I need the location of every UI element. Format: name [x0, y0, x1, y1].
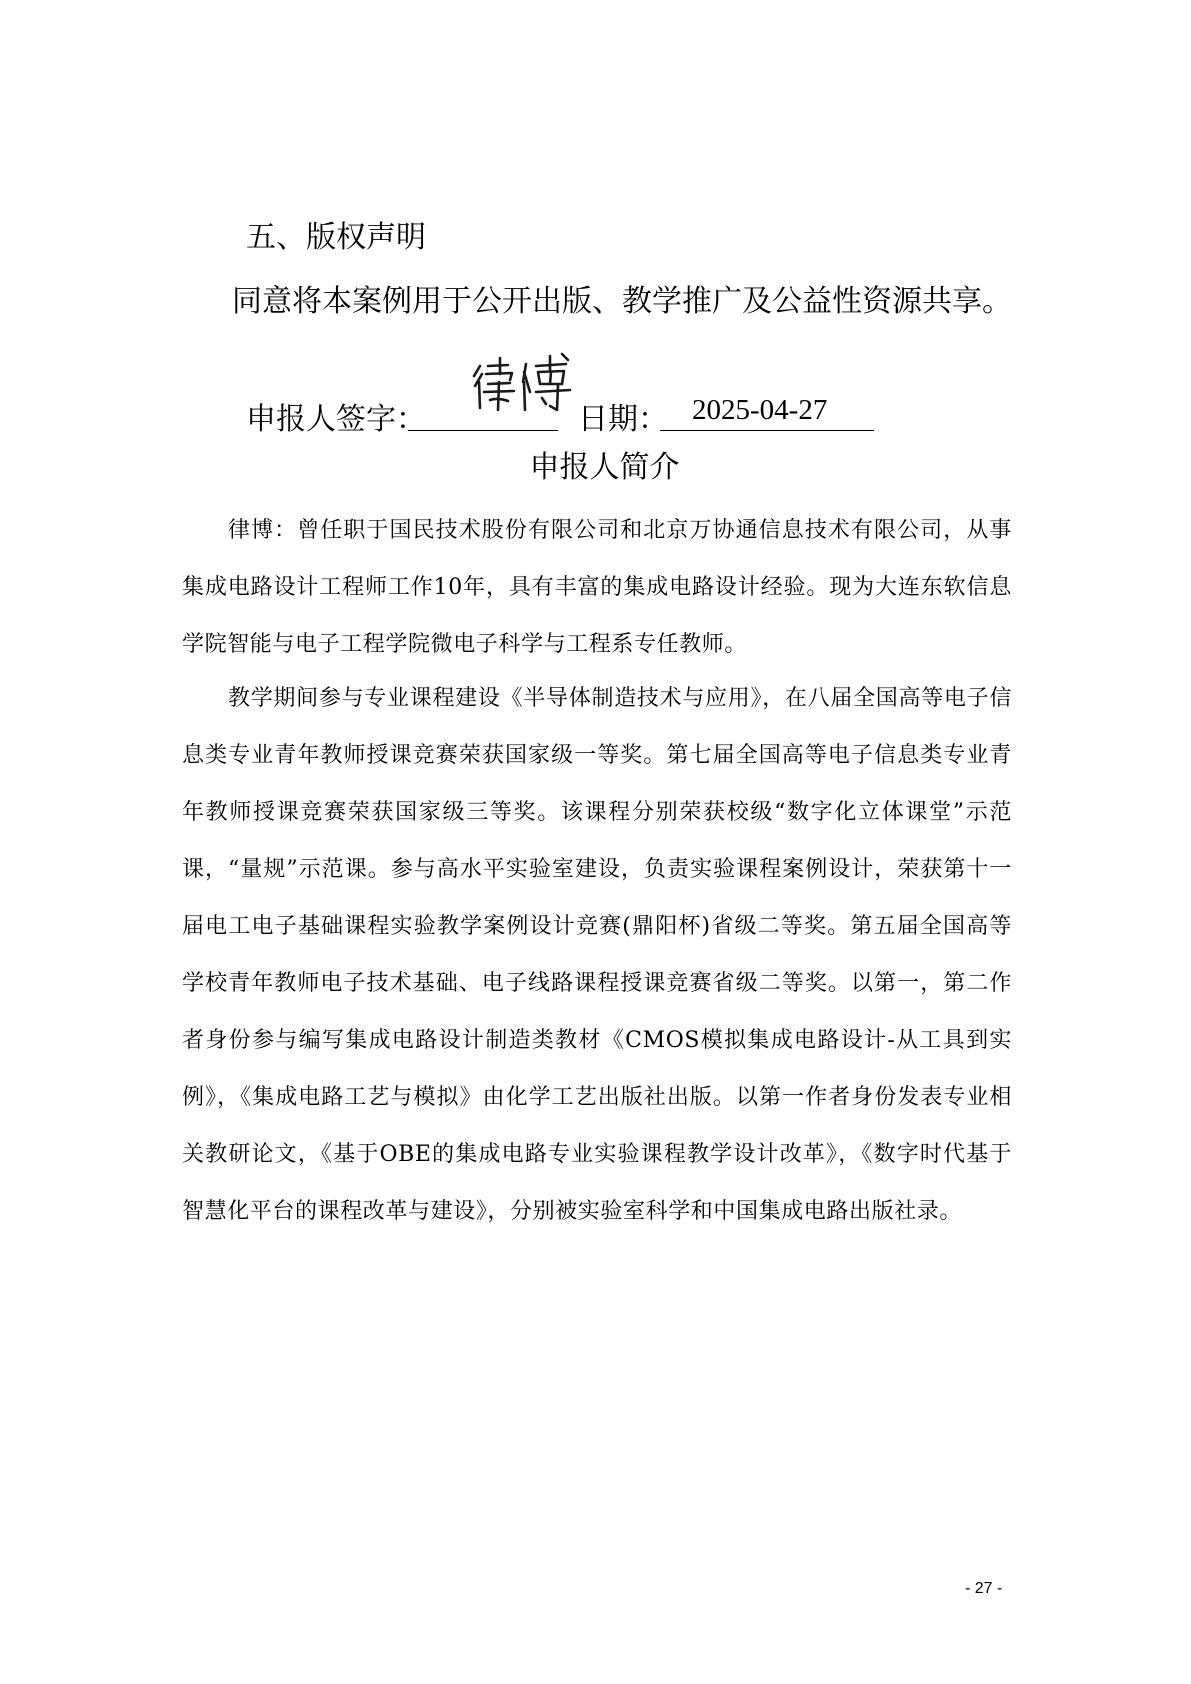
signature-underline [408, 430, 558, 431]
bio-title: 申报人简介 [529, 450, 680, 485]
signature-row [246, 390, 1006, 437]
signature-label: 申报人签字： [246, 402, 426, 437]
copyright-heading: 五、版权声明 [246, 220, 426, 255]
date-label: 日期： [578, 402, 668, 437]
page-number: - 27 - [965, 1580, 1003, 1597]
bio-paragraph-1-block [182, 502, 1012, 673]
handwritten-signature [470, 352, 580, 412]
copyright-statement: 同意将本案例用于公开出版、教学推广及公益性资源共享。 [232, 284, 1012, 319]
date-underline [660, 430, 874, 431]
bio-paragraph: 律博：曾任职于国民技术股份有限公司和北京万协通信息技术有限公司，从事集成电路设计工程师工作10年，具有丰富的集成电路设计经验。现为大连东软信息学院智能与电子工程学院微电子科学与工程系专任教师。 [182, 518, 1012, 657]
bio-paragraph-2-block [182, 670, 1012, 1240]
date-value: 2025-04-27 [692, 394, 828, 426]
bio-paragraph: 教学期间参与专业课程建设《半导体制造技术与应用》，在八届全国高等电子信息类专业青年教师授课竞赛荣获国家级一等奖。第七届全国高等电子信息类专业青年教师授课竞赛荣获国家级三等奖。该课程分别荣获校级“数字化立体课堂”示范课，“量规”示范课。参与高水平实验室建设，负责实验课程案例设计，荣获第十一届电工电子基础课程实验教学案例设计竞赛(鼎阳杯)省级二等奖。第五届全国高等学校青年教师电子技术基础、电子线路课程授课竞赛省级二等奖。以第一，第二作者身份参与编写集成电路设计制造类教材《CMOS模拟集成电路设计-从工具到实例》，《集成电路工艺与模拟》由化学工艺出版社出版。以第一作者身份发表专业相关教研论文，《基于OBE的集成电路专业实验课程教学设计改革》，《数字时代基于智慧化平台的课程改革与建设》，分别被实验室科学和中国集成电路出版社录。 [182, 686, 1012, 1224]
